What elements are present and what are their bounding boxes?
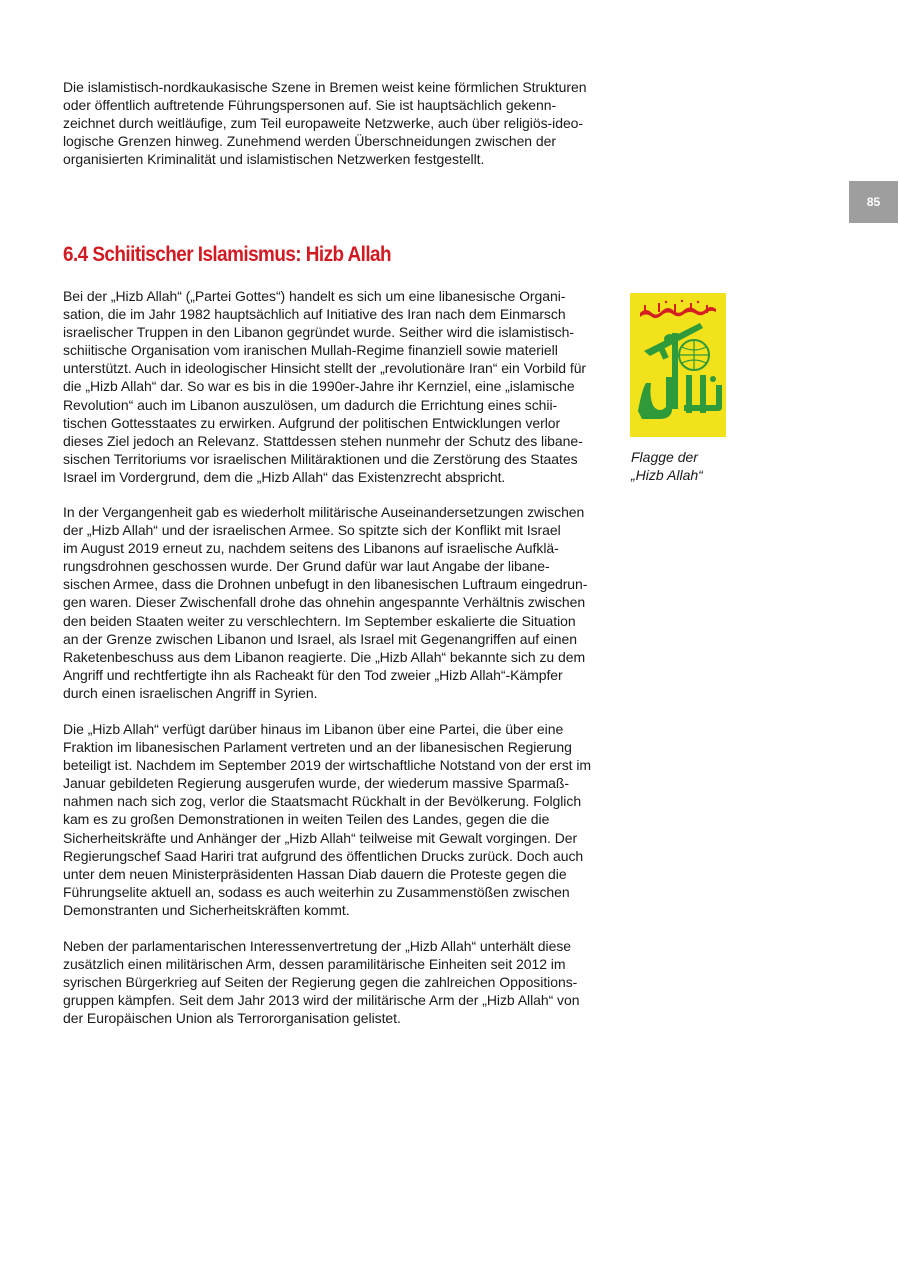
figure-caption: Flagge der „Hizb Allah“ [631, 449, 703, 484]
flag-emblem-icon [630, 293, 726, 437]
hizb-allah-flag-image [630, 293, 726, 437]
body-paragraph: Neben der parlamentarischen Interessenvertretung der „Hizb Allah“ unterhält diese zusätzlich einen militärischen Arm, dessen paramilitärische Einheiten seit 2012 im syrischen Bürgerkrieg auf Seiten der Regierung gegen die zahlreichen Oppositions- gruppen kämpfen. Seit dem Jahr 2013 wird der militärische Arm der „Hizb Allah“ von der Europäischen Union als Terrororganisation gelistet. [63, 938, 580, 1027]
page-number: 85 [866, 195, 881, 209]
section-heading: 6.4 Schiitischer Islamismus: Hizb Allah [63, 243, 392, 266]
page-number-tab [849, 181, 898, 223]
body-paragraph: Bei der „Hizb Allah“ („Partei Gottes“) handelt es sich um eine libanesische Organi- sation, die im Jahr 1982 hauptsächlich auf Initiative des Iran nach dem Einmarsch israelischer Truppen in den Libanon gegründet wurde. Seither wird die islamistisch- schiitische Organisation vom iranischen Mullah-Regime finanziell sowie materiell unterstützt. Auch in ideologischer Hinsicht stellt der „revolutionäre Iran“ ein Vorbild für die „Hizb Allah“ dar. So war es bis in die 1990er-Jahre ihr Kernziel, eine „islamische Revolution“ auch im Libanon auszulösen, um dadurch die Errichtung eines schii- tischen Gottesstaates zu erwirken. Aufgrund der politischen Entwicklungen verlor dieses Ziel jedoch an Relevanz. Stattdessen stehen nunmehr der Schutz des libane- sischen Territoriums vor israelischen Militäraktionen und die Zerstörung des Staates Israel im Vordergrund, dem die „Hizb Allah“ das Existenzrecht abspricht. [63, 288, 587, 485]
intro-paragraph: Die islamistisch-nordkaukasische Szene in Bremen weist keine förmlichen Strukturen oder öffentlich auftretende Führungspersonen auf. Sie ist hauptsächlich gekenn- zeichnet durch weitläufige, zum Teil europaweite Netzwerke, auch über religiös-ideo- logische Grenzen hinweg. Zunehmend werden Überschneidungen zwischen der organisierten Kriminalität und islamistischen Netzwerken festgestellt. [63, 79, 587, 168]
body-paragraph: Die „Hizb Allah“ verfügt darüber hinaus im Libanon über eine Partei, die über eine Fraktion im libanesischen Parlament vertreten und an der libanesischen Regierung beteiligt ist. Nachdem im September 2019 der wirtschaftliche Notstand von der erst im Januar gebildeten Regierung ausgerufen wurde, der wiederum massive Sparmaß- nahmen nach sich zog, verlor die Staatsmacht Rückhalt in der Bevölkerung. Folglich kam es zu großen Demonstrationen in weiten Teilen des Landes, gegen die die Sicherheitskräfte und Anhänger der „Hizb Allah“ teilweise mit Gewalt vorgingen. Der Regierungschef Saad Hariri trat aufgrund des öffentlichen Drucks zurück. Doch auch unter dem neuen Ministerpräsidenten Hassan Diab dauern die Proteste gegen die Führungselite aktuell an, sodass es auch weiterhin zu Zusammenstößen zwischen Demonstranten und Sicherheitskräften kommt. [63, 721, 591, 918]
body-paragraph: In der Vergangenheit gab es wiederholt militärische Auseinandersetzungen zwischen der „Hizb Allah“ und der israelischen Armee. So spitzte sich der Konflikt mit Israel im August 2019 erneut zu, nachdem seitens des Libanons auf israelische Aufklä- rungsdrohnen geschossen wurde. Der Grund dafür war laut Angabe der libane- sischen Armee, dass die Drohnen unbefugt in den libanesischen Luftraum eingedrun- gen waren. Dieser Zwischenfall drohe das ohnehin angespannte Verhältnis zwischen den beiden Staaten weiter zu verschlechtern. Im September eskalierte die Situation an der Grenze zwischen Libanon und Israel, als Israel mit Gegenangriffen auf einen Raketenbeschuss aus dem Libanon reagierte. Die „Hizb Allah“ bekannte sich zu dem Angriff und rechtfertigte ihn als Racheakt für den Tod zweier „Hizb Allah“-Kämpfer durch einen israelischen Angriff in Syrien. [63, 504, 588, 701]
